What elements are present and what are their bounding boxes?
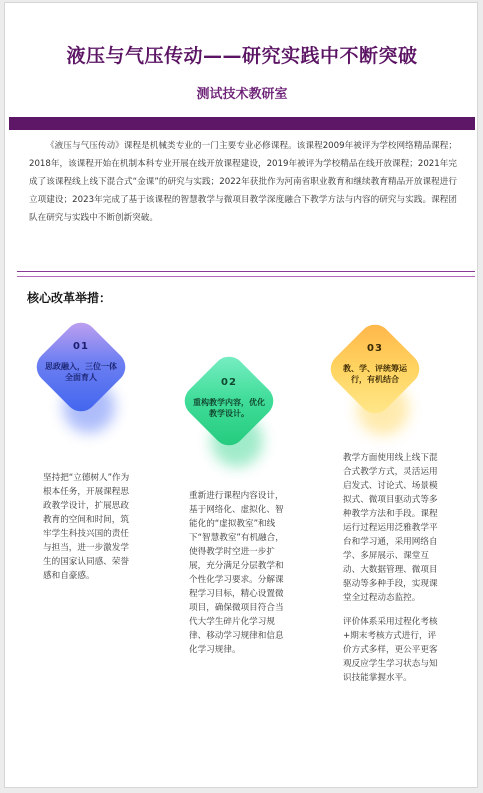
page-subtitle: 测试技术教研室	[196, 87, 288, 102]
card-text-paragraph: 坚持把“立德树人”作为根本任务，开展课程思政教学设计，扩展思政教育的空间和时间，筑牢学生科技兴国的责任与担当，进一步激发学生的国家认同感、荣誉感和自豪感。	[43, 473, 130, 581]
card-text-paragraph: 教学方面使用线上线下混合式教学方式，灵活运用启发式、讨论式、场景模拟式、微项目驱动式等多种教学方法和手段。课程运行过程运用泛雅教学平台和学习通，采用网络自学、多屏展示、课堂互动、大数据管理、微项目驱动等多种手段，实现课堂全过程动态监控。	[343, 453, 438, 603]
card-text-paragraph: 重新进行课程内容设计，基于网络化、虚拟化、智能化的“虚拟教室”和线下“智慧教室”有机融合，使得教学时空进一步扩展，充分满足分层教学和个性化学习要求。分解课程学习目标，精心设置微项目，确保微项目符合当代大学生碎片化学习规律、移动学习规律和信息化学习规律。	[189, 491, 284, 655]
card-02-diamond	[181, 353, 277, 449]
page	[4, 2, 478, 788]
card-02-text	[189, 489, 287, 667]
card-01-diamond	[33, 319, 129, 415]
section-title: 核心改革举措：	[27, 291, 112, 305]
card-03-text	[343, 451, 443, 695]
divider-line	[17, 276, 475, 277]
card-number: 01	[73, 341, 89, 352]
card-01-text	[43, 471, 133, 593]
card-number: 03	[367, 343, 383, 354]
card-number: 02	[221, 377, 237, 388]
card-label: 教、学、评统筹运行，有机结合	[343, 364, 407, 384]
divider-line	[17, 271, 475, 272]
header-band	[9, 117, 475, 130]
card-text-paragraph: 评价体系采用过程化考核+期末考核方式进行，评价方式多样，更公平更客观反应学生学习状态与知识技能掌握水平。	[343, 617, 438, 683]
page-title: 液压与气压传动——研究实践中不断突破	[66, 45, 418, 67]
card-label: 思政融入，三位一体全面育人	[45, 362, 117, 382]
card-03-diamond	[327, 321, 423, 417]
card-label: 重构教学内容，优化教学设计。	[193, 398, 265, 418]
intro-paragraph: 《液压与气压传动》课程是机械类专业的一门主要专业必修课程。该课程2009年被评为学校网络精品课程；2018年，该课程开始在机制本科专业开展在线开放课程建设，2019年被评为学校精品在线开放课程；2021年完成了该课程线上线下混合式“金课”的研究与实践；2022年获批作为河南省职业教育和继续教育精品开放课程进行立项建设；2023年完成了基于该课程的智慧教学与微项目教学深度融合下教学方法与内容的研究与实践。课程团队在研究与实践中不断创新突破。	[29, 141, 457, 223]
